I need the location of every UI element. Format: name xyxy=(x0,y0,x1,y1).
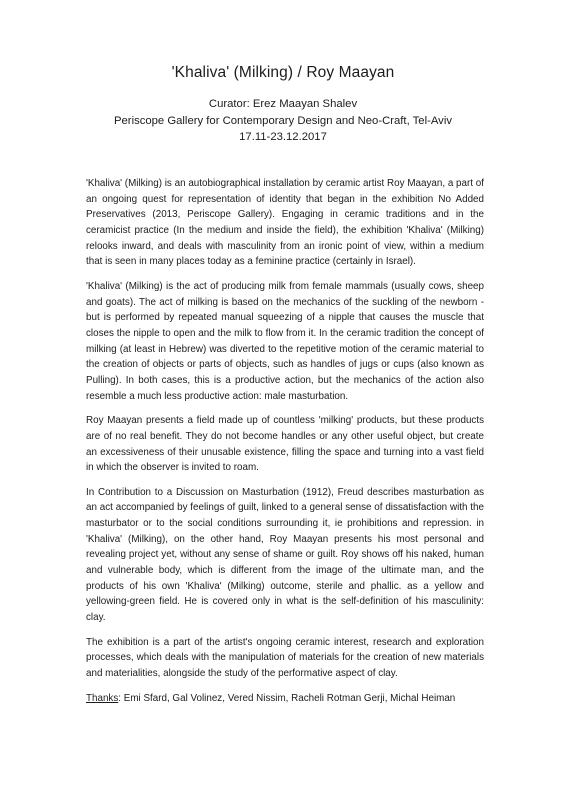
paragraph: In Contribution to a Discussion on Masturbation (1912), Freud describes masturbation as an act accompanied by feelings of guilt, linked to a general sense of dissatisfaction with the masturbator or to the social conditions surrounding it, ie prohibitions and repression. in 'Khaliva' (Milking), on the other hand, Roy Maayan presents his most personal and revealing project yet, without any sense of shame or guilt. Roy shows off his naked, human and vulnerable body, which is different from the image of the ultimate man, and the products of his own 'Khaliva' (Milking) outcome, sterile and phallic. as a yellow and yellowing-green field. He is covered only in what is the self-definition of his masculinity: clay. xyxy=(86,486,484,624)
paragraph: 'Khaliva' (Milking) is the act of producing milk from female mammals (usually cows, sheep and goats). The act of milking is based on the mechanics of the suckling of the newborn - but is performed by repeated manual squeezing of a nipple that causes the muscle that closes the nipple to open and the milk to flow from it. In the ceramic tradition the concept of milking (at least in Hebrew) was diverted to the repetitive motion of the ceramic material to the creation of objects or parts of objects, such as handles of jugs or cups (also known as Pulling). In both cases, this is a productive action, but the mechanics of the action also resemble a much less productive action: male masturbation. xyxy=(86,280,484,402)
paragraph: The exhibition is a part of the artist's ongoing ceramic interest, research and exploration processes, which deals with the manipulation of materials for the creation of new materials and materialities, alongside the study of the performative aspect of clay. xyxy=(86,636,484,680)
thanks-line xyxy=(86,691,484,707)
curator-line: Curator: Erez Maayan Shalev xyxy=(208,98,358,110)
document-title: 'Khaliva' (Milking) / Roy Maayan xyxy=(171,64,395,81)
exhibition-info xyxy=(0,96,566,146)
thanks-label: Thanks xyxy=(86,692,119,704)
paragraph: 'Khaliva' (Milking) is an autobiographical installation by ceramic artist Roy Maayan, a part of an ongoing quest for representation of identity that began in the exhibition No Added Preservatives (2013, Periscope Gallery). Engaging in ceramic traditions and in the ceramicist practice (In the medium and inside the field), the exhibition 'Khaliva' (Milking) relooks inward, and deals with masculinity from an ironic point of view, within a medium that is seen in many places today as a feminine practice (certainly in Israel). xyxy=(86,178,484,268)
venue-line: Periscope Gallery for Contemporary Design and Neo-Craft, Tel-Aviv xyxy=(113,114,452,127)
dates-line: 17.11-23.12.2017 xyxy=(239,131,327,143)
paragraph: Roy Maayan presents a field made up of countless 'milking' products, but these products are of no real benefit. They do not become handles or any other useful object, but create an excessiveness of their unusable existence, filling the space and turning into a vast field in which the observer is invited to roam. xyxy=(86,415,484,474)
document-body xyxy=(86,176,484,715)
thanks-names: : Emi Sfard, Gal Volinez, Vered Nissim, Racheli Rotman Gerji, Michal Heiman xyxy=(118,692,456,704)
